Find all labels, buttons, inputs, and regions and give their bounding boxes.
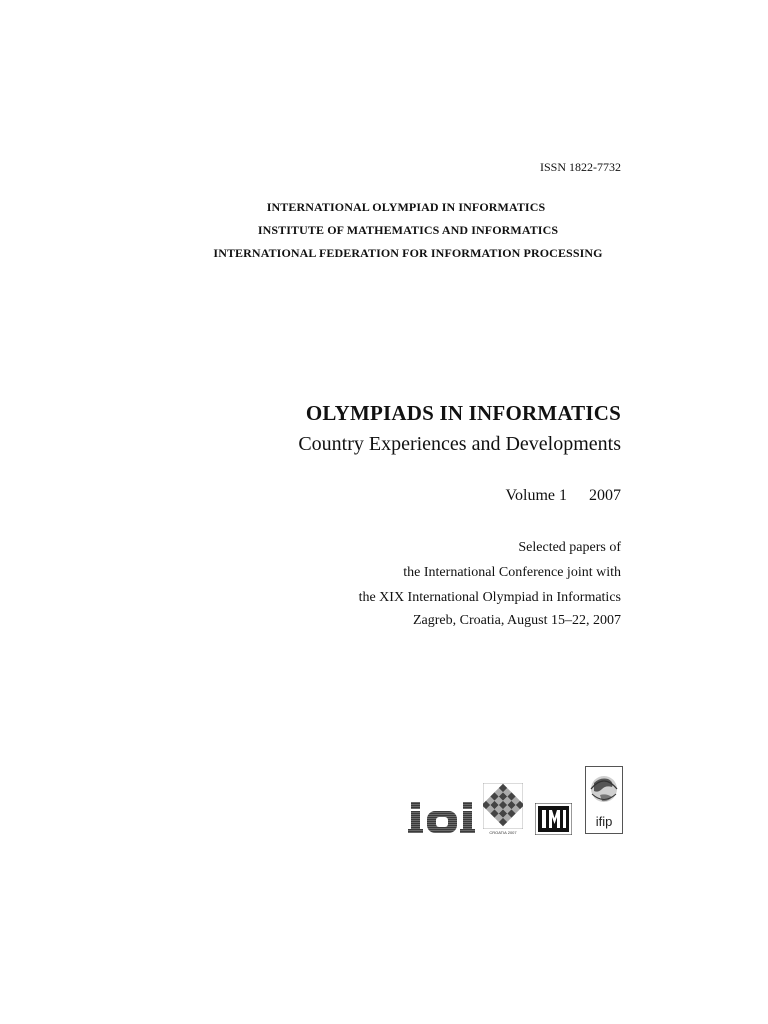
- ioi-logo-graphic: [408, 798, 478, 834]
- ioi-logo: [408, 798, 478, 834]
- croatia-logo: [483, 783, 523, 835]
- conference-line-4: Zagreb, Croatia, August 15–22, 2007: [412, 613, 621, 628]
- conference-line-2: the International Conference joint with: [403, 565, 621, 580]
- croatia-checkerboard-graphic: [483, 783, 523, 829]
- page-title: OLYMPIADS IN INFORMATICS: [305, 401, 621, 425]
- issn-label: ISSN 1822-7732: [539, 160, 621, 174]
- conference-line-1: Selected papers of: [518, 540, 621, 555]
- croatia-logo-caption: CROATIA 2007: [489, 830, 517, 835]
- imi-logo-graphic: [535, 803, 572, 835]
- organization-imi: INSTITUTE OF MATHEMATICS AND INFORMATICS: [257, 223, 559, 237]
- conference-line-3: the XIX International Olympiad in Informatics: [358, 590, 621, 605]
- page-subtitle: Country Experiences and Developments: [298, 433, 621, 455]
- ifip-logo: [585, 766, 623, 834]
- volume-label: Volume 1: [505, 487, 567, 504]
- ifip-globe-graphic: [586, 769, 622, 813]
- volume-year: 2007: [589, 487, 621, 504]
- ifip-logo-text: ifip: [595, 814, 613, 829]
- logo-row: [405, 760, 625, 840]
- volume-line: [506, 487, 621, 505]
- organization-ifip: INTERNATIONAL FEDERATION FOR INFORMATION PROCESSING: [213, 246, 603, 260]
- imi-logo: [535, 803, 572, 835]
- organization-ioi: INTERNATIONAL OLYMPIAD IN INFORMATICS: [266, 200, 546, 214]
